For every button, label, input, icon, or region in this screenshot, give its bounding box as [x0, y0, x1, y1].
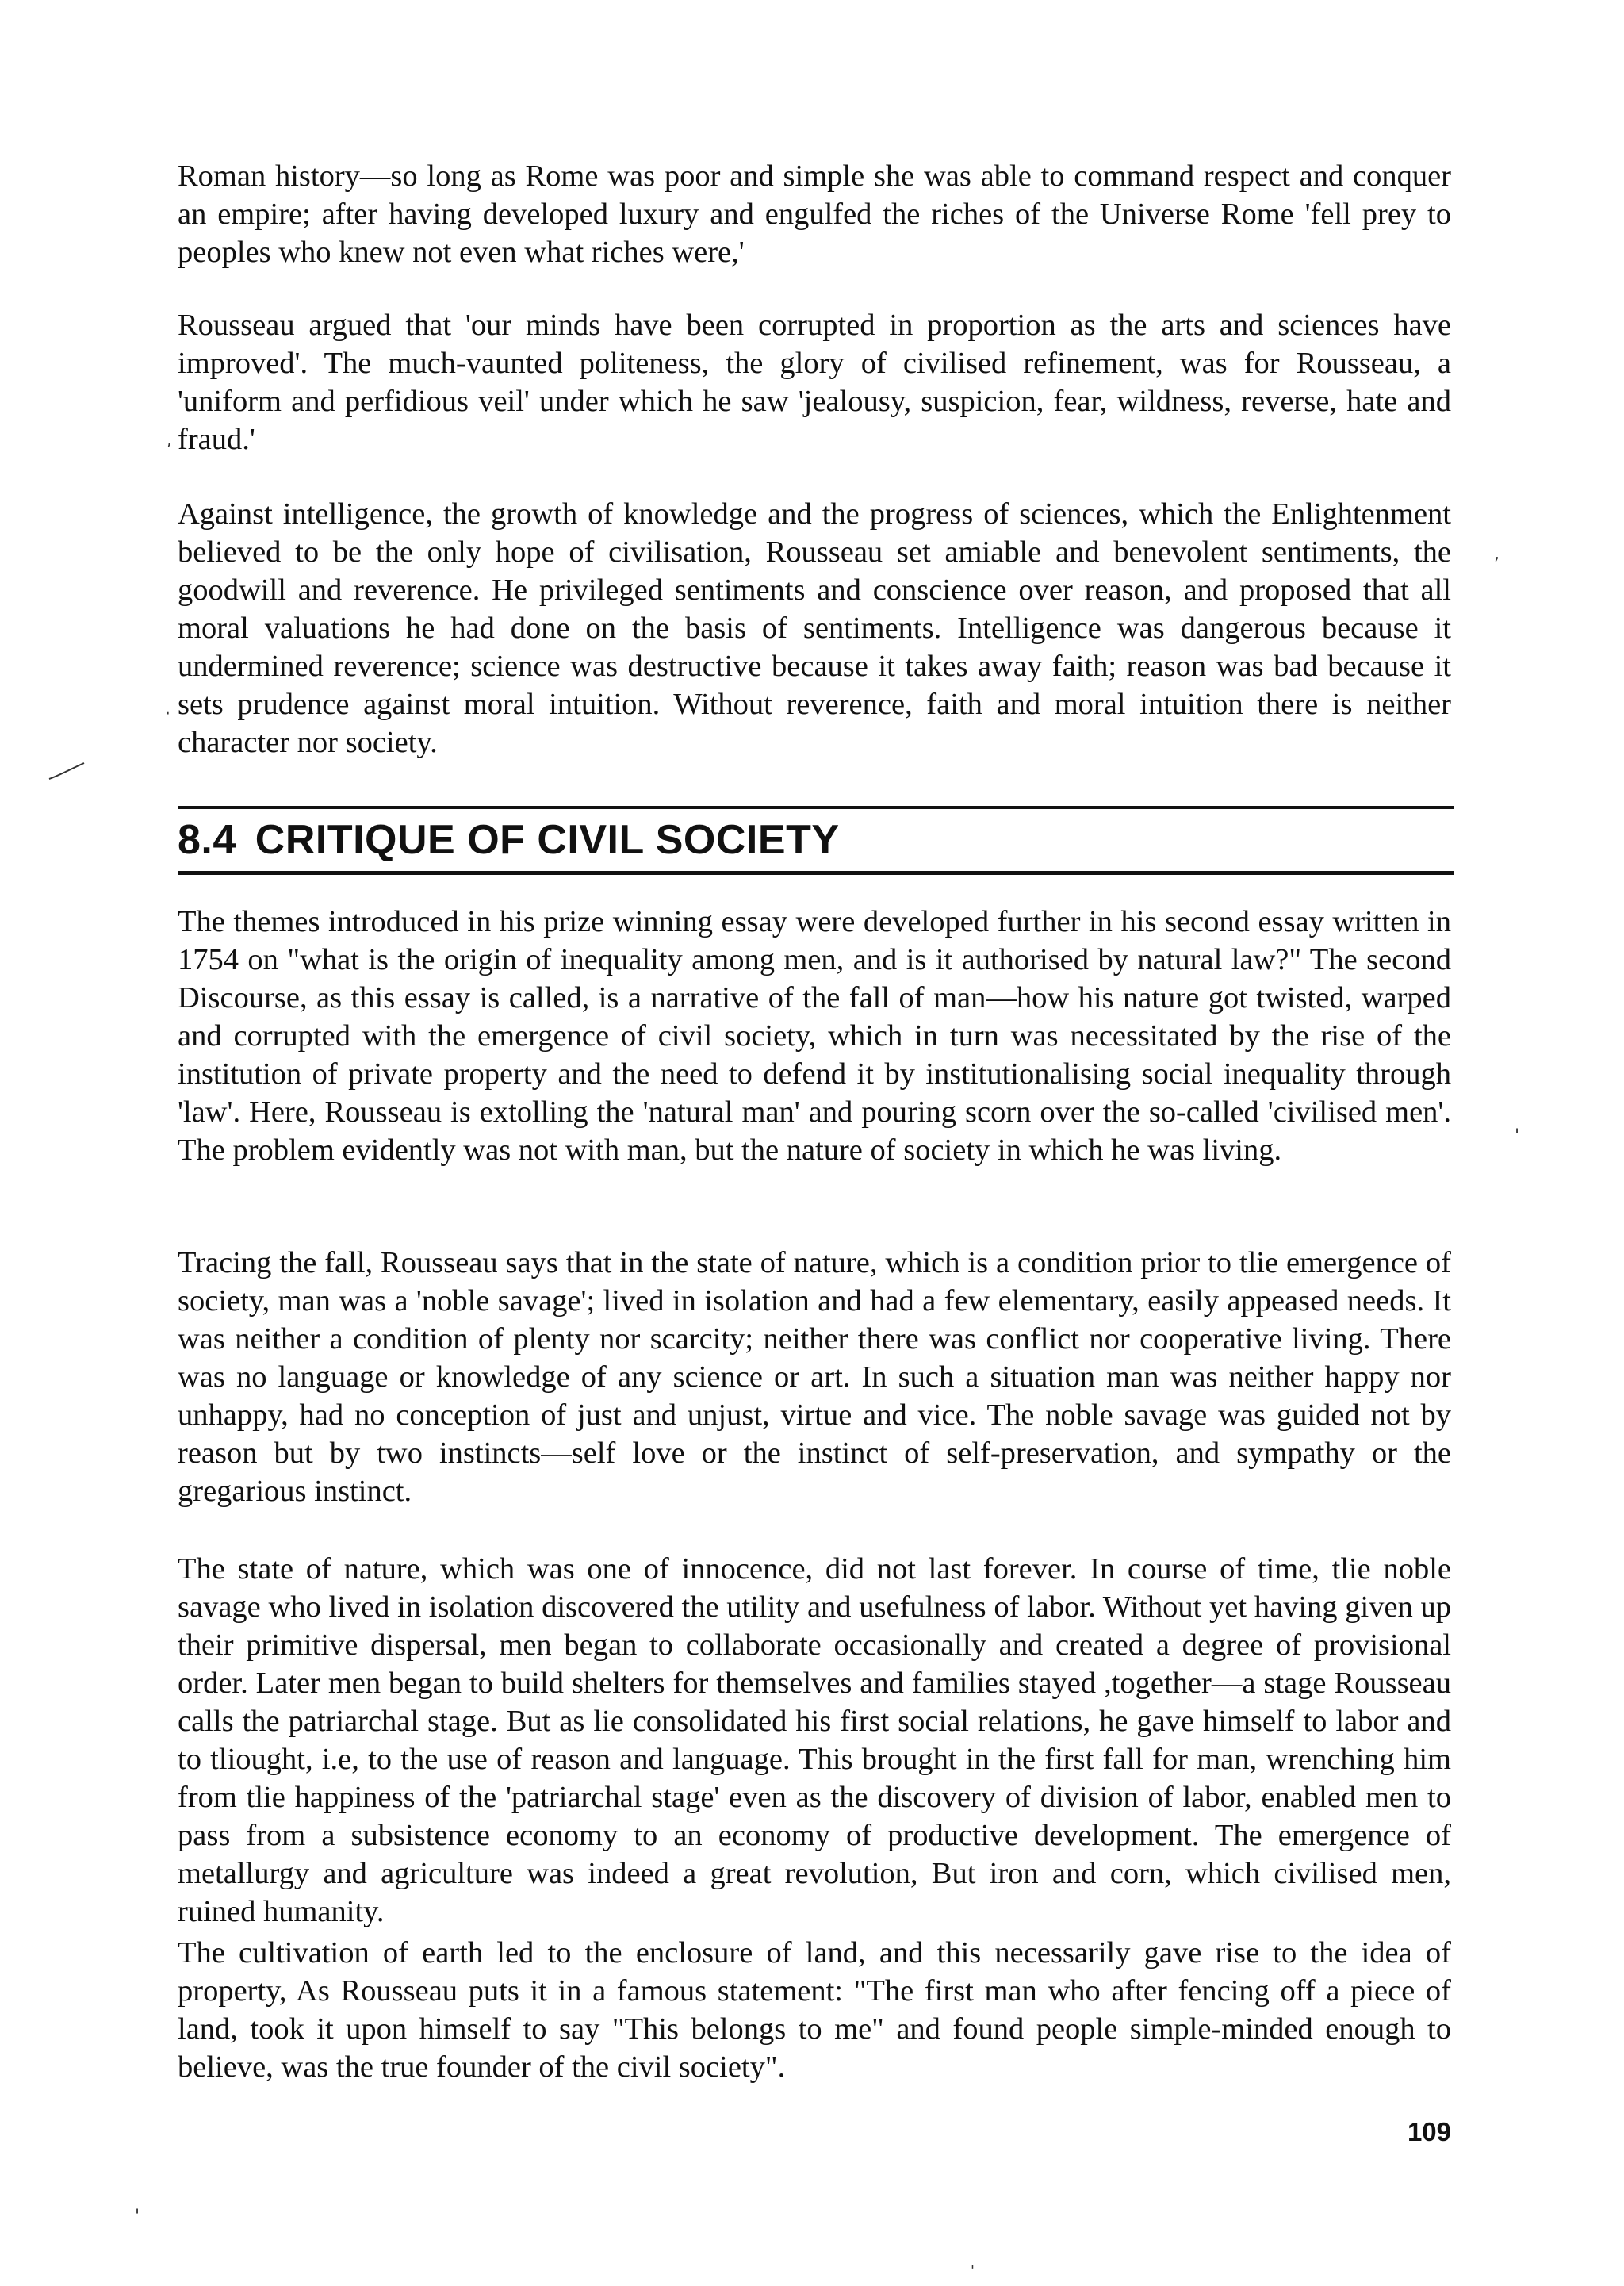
- margin-mark-dot: ·: [165, 704, 170, 724]
- paragraph-rousseau-argued: Rousseau argued that 'our minds have been corrupted in proportion as the arts and sciences have improved'. The much-vaunted politeness, the glory of civilised refinement, was for Rousseau, a 'uniform and perfidious veil' under which he saw 'jealousy, suspicion, fear, wildness, reverse, hate and fraud.': [178, 309, 1451, 456]
- paragraph-themes-introduced: The themes introduced in his prize winning essay were developed further in his second essay written in 1754 on "what is the origin of inequality among men, and is it authorised by natural law?" The second Discourse, as this essay is called, is a narrative of the fall of man—how his nature got twisted, warped and corrupted with the emergence of civil society, which in turn was necessitated by the rise of the institution of private property and the need to defend it by institutionalising social inequality through 'law'. Here, Rousseau is extolling the 'natural man' and pouring scorn over the so-called 'civilised men'. The problem evidently was not with man, but the nature of society in which he was living.: [178, 905, 1451, 1167]
- margin-mark-comma: ,: [167, 430, 172, 450]
- paragraph-state-of-nature: The state of nature, which was one of innocence, did not last forever. In course of time, tlie noble savage who lived in isolation discovered the utility and usefulness of labor. Without yet having given up their primitive dispersal, men began to collaborate occasionally and created a degree of provisional order. Later men began to build shelters for themselves and families stayed ,together—a stage Rousseau calls the patriarchal stage. But as lie consolidated his first social relations, he gave himself to labor and to tliought, i.e, to the use of reason and language. This brought in the first fall for man, wrenching him from tlie happiness of the 'patriarchal stage' even as the discovery of division of labor, enabled men to pass from a subsistence economy to an economy of productive development. The emergence of metallurgy and agriculture was indeed a great revolution, But iron and corn, which civilised men, ruined humanity.: [178, 1552, 1451, 1928]
- paragraph-cultivation-of-earth: The cultivation of earth led to the enclosure of land, and this necessarily gave rise to the idea of property, As Rousseau puts it in a famous statement: "The first man who after fencing off a piece of land, took it upon himself to say "This belongs to me" and found people simple-minded enough to believe, was the true founder of the civil society".: [178, 1936, 1451, 2084]
- heading-rule-bottom: [178, 871, 1454, 875]
- paragraph-against-intelligence: Against intelligence, the growth of knowledge and the progress of sciences, which the Enlightenment believed to be the only hope of civilisation, Rousseau set amiable and benevolent sentiments, the goodwill and reverence. He privileged sentiments and conscience over reason, and proposed that all moral valuations he had done on the basis of sentiments. Intelligence was dangerous because it undermined reverence; science was destructive because it takes away faith; reason was bad because it sets prudence against moral intuition. Without reverence, faith and moral intuition there is neither character nor society.: [178, 497, 1451, 759]
- margin-mark-tick: ': [971, 2262, 975, 2279]
- page-number: 109: [1407, 2117, 1451, 2146]
- section-number: 8.4: [178, 817, 236, 863]
- pen-stroke-mark: [48, 760, 87, 782]
- section-title: CRITIQUE OF CIVIL SOCIETY: [255, 817, 840, 863]
- section-heading: [178, 812, 1451, 868]
- margin-mark-tick: ': [135, 2207, 140, 2227]
- margin-mark-comma: ,: [1494, 544, 1500, 564]
- heading-rule-top: [178, 806, 1454, 809]
- paragraph-tracing-the-fall: Tracing the fall, Rousseau says that in the state of nature, which is a condition prior to tlie emergence of society, man was a 'noble savage'; lived in isolation and had a few elementary, easily appeased needs. It was neither a condition of plenty nor scarcity; neither there was conflict nor cooperative living. There was no language or knowledge of any science or art. In such a situation man was neither happy nor unhappy, had no conception of just and unjust, virtue and vice. The noble savage was guided not by reason but by two instincts—self love or the instinct of self-preservation, and sympathy or the gregarious instinct.: [178, 1246, 1451, 1508]
- margin-mark-tick: ': [1515, 1126, 1520, 1146]
- paragraph-roman-history: Roman history—so long as Rome was poor and simple she was able to command respect and conquer an empire; after having developed luxury and engulfed the riches of the Universe Rome 'fell prey to peoples who knew not even what riches were,': [178, 159, 1451, 269]
